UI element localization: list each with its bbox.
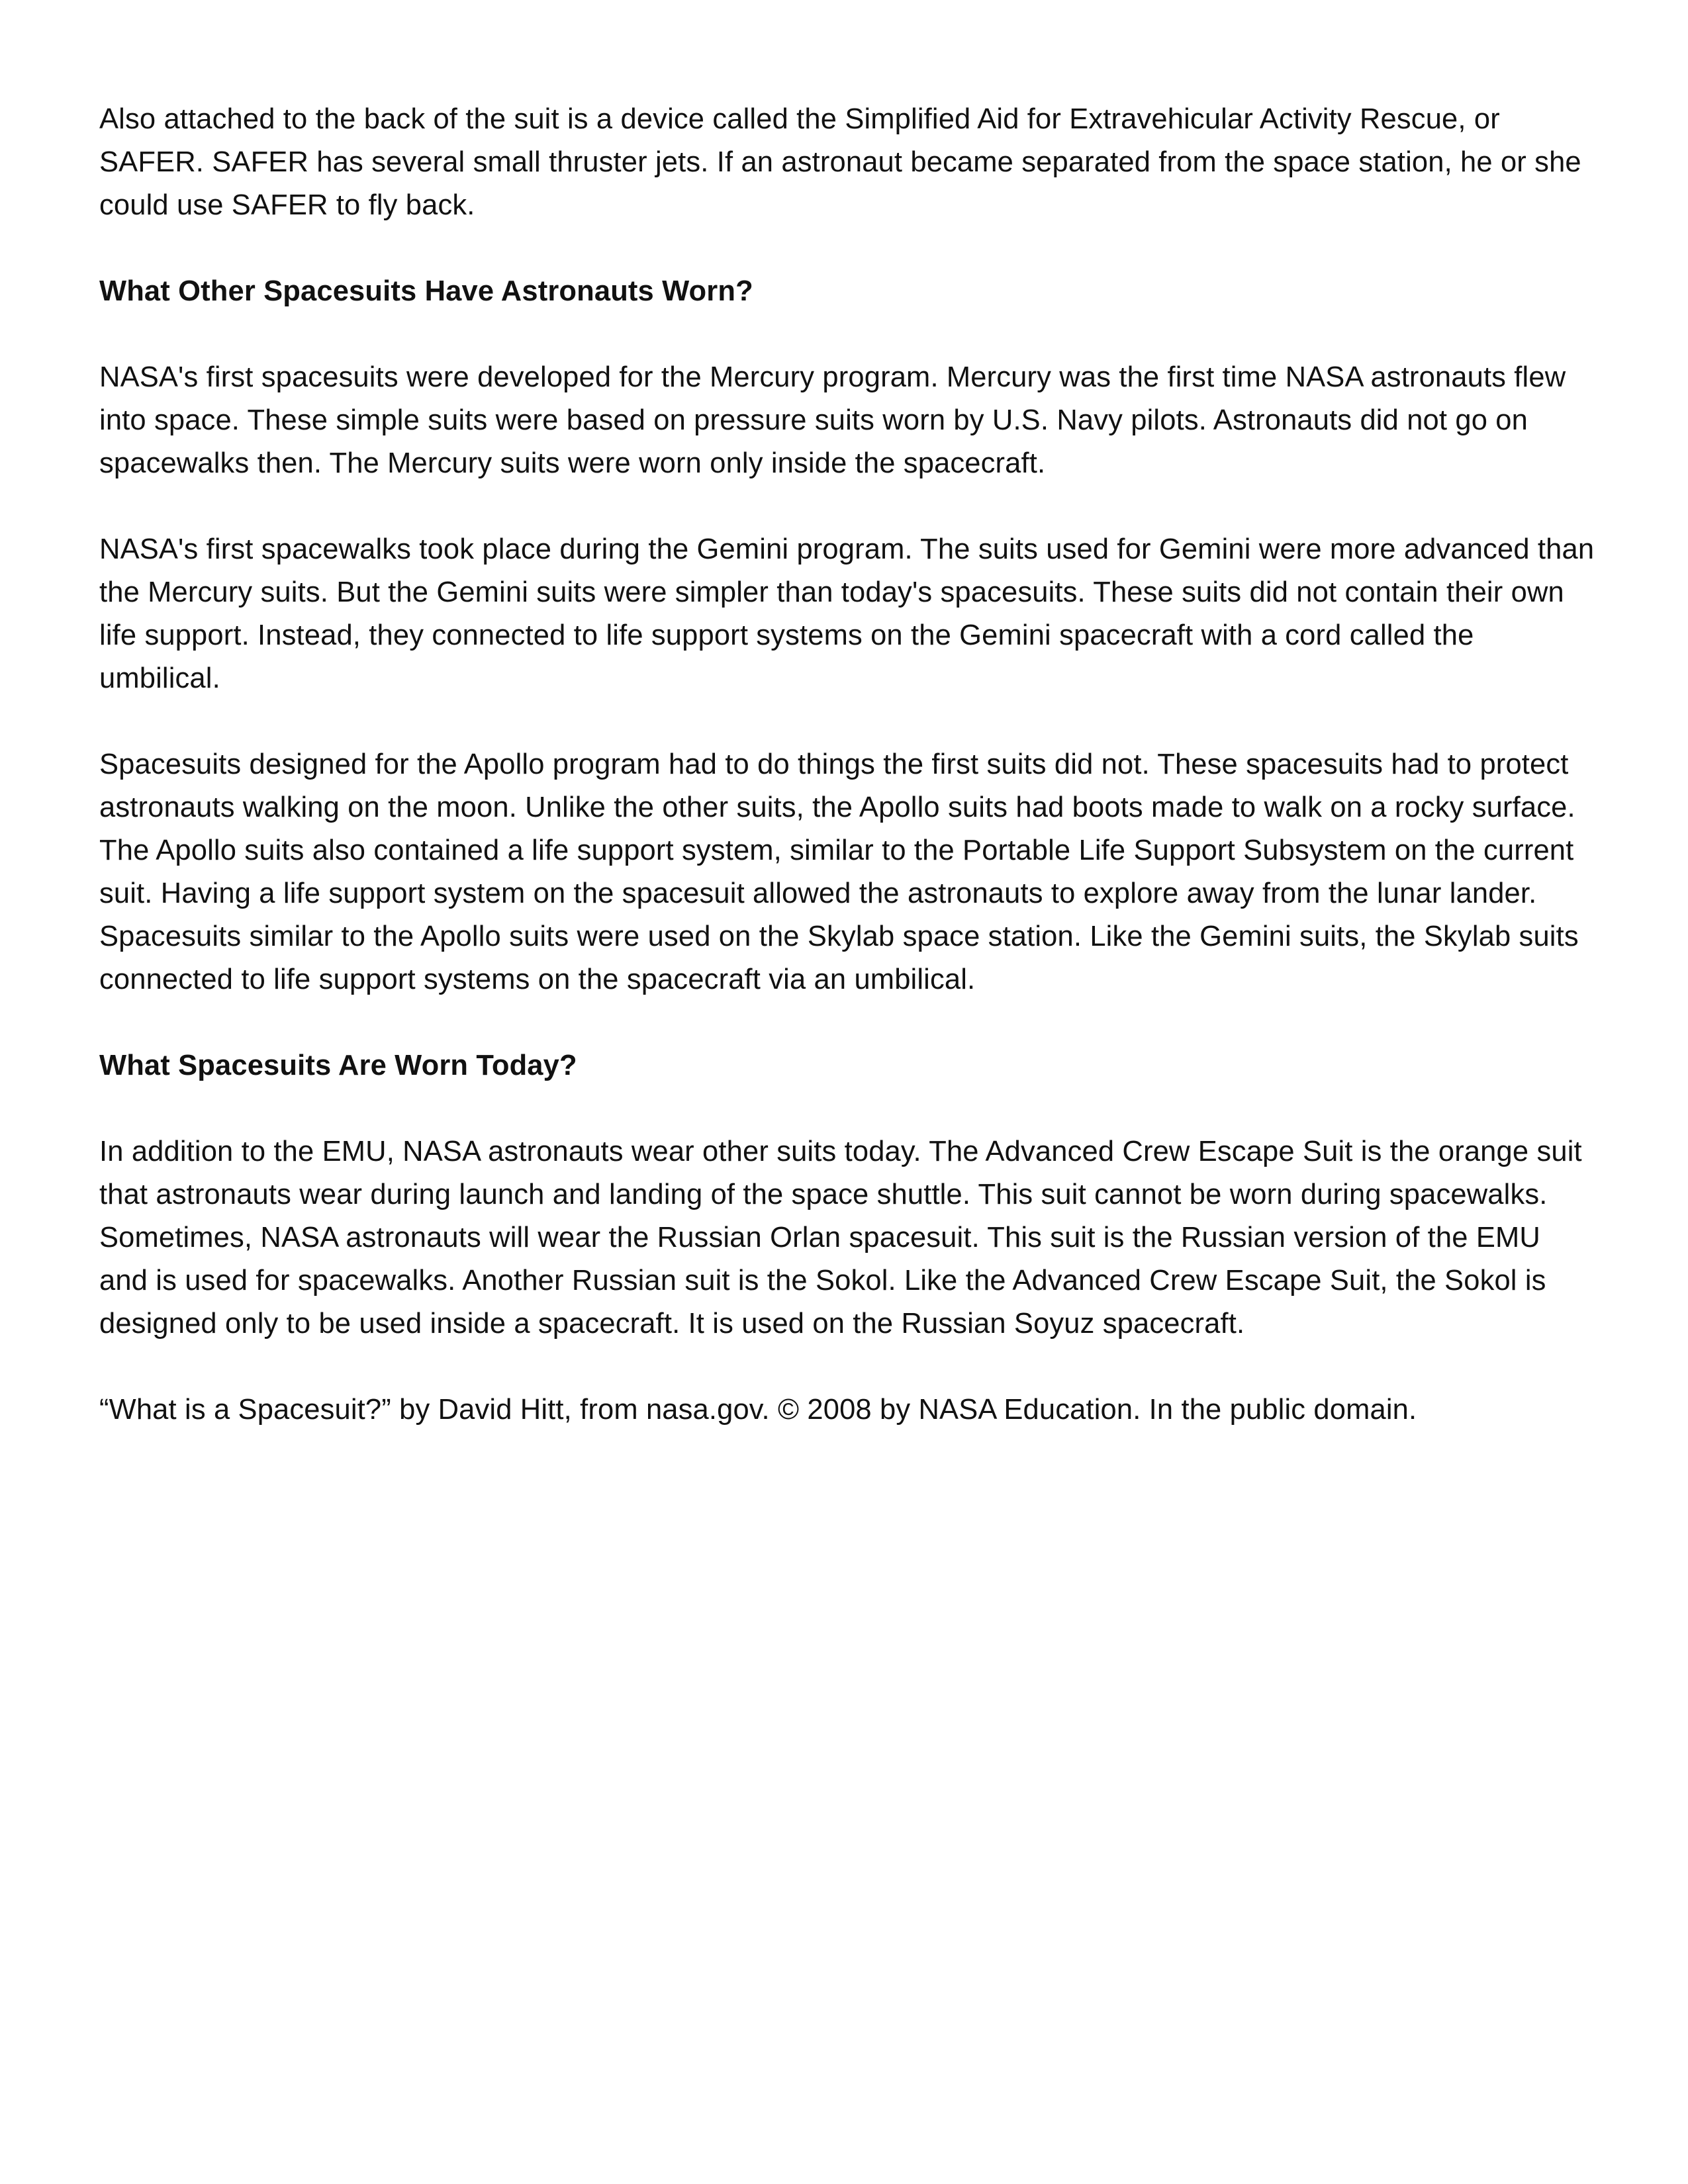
paragraph-safer: Also attached to the back of the suit is a device called the Simplified Aid for Extravehicular Activity Rescue, or SAFER. SAFER has several small thruster jets. If an astronaut became separated from the space station, he or she could use SAFER to fly back. [99,103,1581,221]
heading-other-spacesuits: What Other Spacesuits Have Astronauts Worn? [99,275,753,307]
paragraph-gemini: NASA's first spacewalks took place during the Gemini program. The suits used for Gemini were more advanced than the Mercury suits. But the Gemini suits were simpler than today's spacesuits. These suits did not contain their own life support. Instead, they connected to life support systems on the Gemini spacecraft with a cord called the umbilical. [99,533,1595,694]
paragraph-mercury: NASA's first spacesuits were developed for the Mercury program. Mercury was the first time NASA astronauts flew into space. These simple suits were based on pressure suits worn by U.S. Navy pilots. Astronauts did not go on spacewalks then. The Mercury suits were worn only inside the spacecraft. [99,361,1566,479]
citation: “What is a Spacesuit?” by David Hitt, from nasa.gov. © 2008 by NASA Education. In the public domain. [99,1394,1417,1426]
heading-spacesuits-today: What Spacesuits Are Worn Today? [99,1050,577,1081]
document-page [99,98,1595,1475]
paragraph-apollo: Spacesuits designed for the Apollo program had to do things the first suits did not. These spacesuits had to protect astronauts walking on the moon. Unlike the other suits, the Apollo suits had boots made to walk on a rocky surface. The Apollo suits also contained a life support system, similar to the Portable Life Support Subsystem on the current suit. Having a life support system on the spacesuit allowed the astronauts to explore away from the lunar lander. Spacesuits similar to the Apollo suits were used on the Skylab space station. Like the Gemini suits, the Skylab suits connected to life support systems on the spacecraft via an umbilical. [99,749,1579,995]
paragraph-today: In addition to the EMU, NASA astronauts wear other suits today. The Advanced Crew Escape Suit is the orange suit that astronauts wear during launch and landing of the space shuttle. This suit cannot be worn during spacewalks. Sometimes, NASA astronauts will wear the Russian Orlan spacesuit. This suit is the Russian version of the EMU and is used for spacewalks. Another Russian suit is the Sokol. Like the Advanced Crew Escape Suit, the Sokol is designed only to be used inside a spacecraft. It is used on the Russian Soyuz spacecraft. [99,1136,1582,1340]
